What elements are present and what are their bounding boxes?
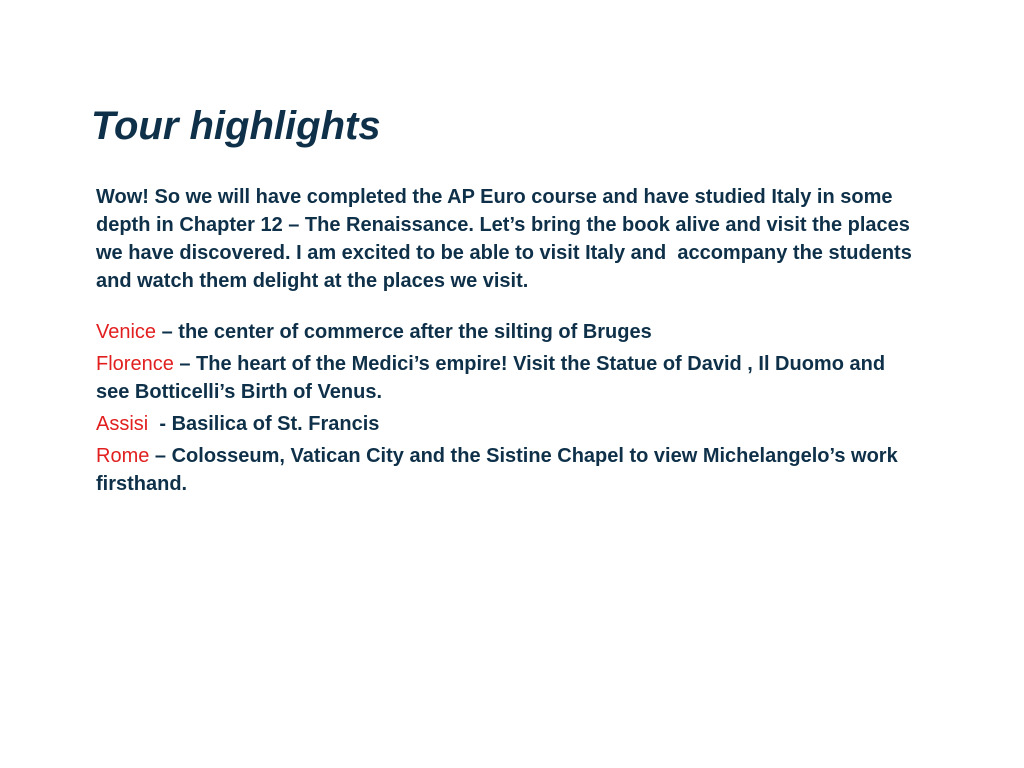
destination-description: – the center of commerce after the silting of Bruges [156, 321, 652, 343]
destination-description: – The heart of the Medici’s empire! Visit the Statue of David , Il Duomo and see Botticelli’s Birth of Venus. [96, 353, 886, 403]
destination-name: Assisi [96, 413, 149, 435]
destination-assisi [96, 410, 916, 438]
slide-body [96, 183, 916, 502]
intro-paragraph: Wow! So we will have completed the AP Euro course and have studied Italy in some depth in Chapter 12 – The Renaissance. Let’s bring the book alive and visit the places we have discovered. I am excited to be able to visit Italy and accompany the students and watch them delight at the places we visit. [96, 186, 912, 292]
destination-florence [96, 350, 916, 406]
destination-rome [96, 442, 916, 498]
destination-name: Florence [96, 353, 174, 375]
destination-description: - Basilica of St. Francis [148, 413, 380, 435]
slide-title: Tour highlights [91, 104, 381, 148]
destination-description: – Colosseum, Vatican City and the Sistine Chapel to view Michelangelo’s work firsthand. [96, 445, 898, 495]
destination-name: Venice [96, 321, 157, 343]
destination-name: Rome [96, 445, 150, 467]
destination-venice [96, 318, 916, 346]
